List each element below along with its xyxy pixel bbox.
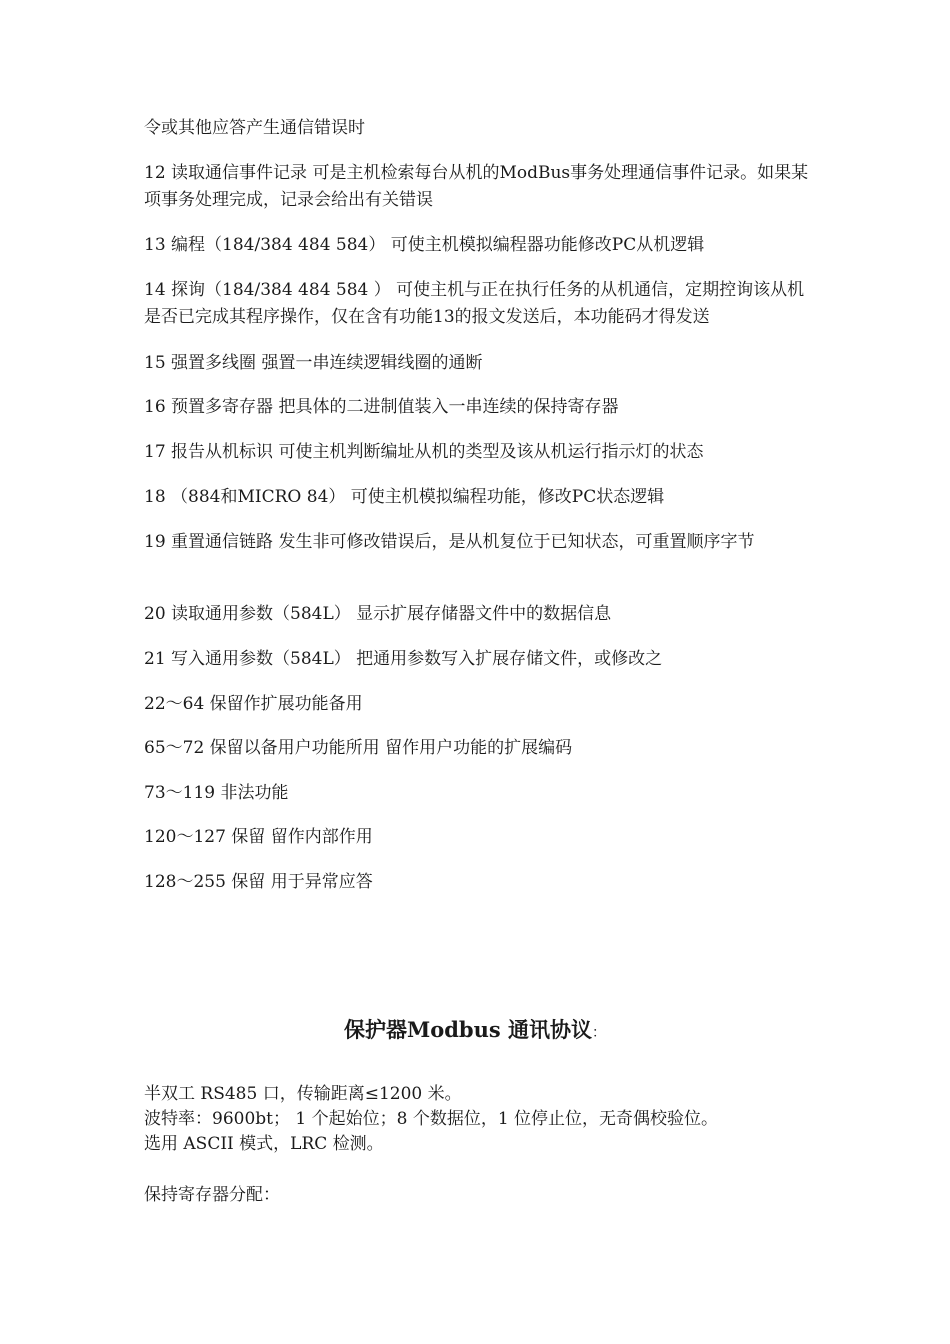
function-item-73-119: 73～119 非法功能 [144,783,289,803]
function-item-12: 12 读取通信事件记录 可是主机检索每台从机的ModBus事务处理通信事件记录。如果某项事务处理完成，记录会给出有关错误 [144,163,809,210]
function-item-128-255: 128～255 保留 用于异常应答 [144,872,373,892]
function-item-14: 14 探询（184/384 484 584 ） 可使主机与正在执行任务的从机通信，定期控询该从机是否已完成其程序操作，仅在含有功能13的报文发送后，本功能码才得发送 [144,280,805,327]
protocol-line-interface: 半双工 RS485 口，传输距离≤1200 米。 [144,1084,462,1104]
function-item-22-64: 22～64 保留作扩展功能备用 [144,694,363,714]
function-item-65-72: 65～72 保留以备用户功能所用 留作用户功能的扩展编码 [144,738,573,758]
function-item-13: 13 编程（184/384 484 584） 可使主机模拟编程器功能修改PC从机逻辑 [144,235,705,255]
heading-colon: ： [592,1025,607,1041]
function-item-18: 18 （884和MICRO 84） 可使主机模拟编程功能，修改PC状态逻辑 [144,487,665,507]
function-item-120-127: 120～127 保留 留作内部作用 [144,827,373,847]
function-item-17: 17 报告从机标识 可使主机判断编址从机的类型及该从机运行指示灯的状态 [144,442,704,462]
function-item-continuation: 令或其他应答产生通信错误时 [144,118,365,138]
section-heading [0,1013,950,1050]
heading-text: 保护器Modbus 通讯协议 [343,1017,593,1042]
section-label-registers: 保持寄存器分配： [144,1185,280,1205]
function-item-20: 20 读取通用参数（584L） 显示扩展存储器文件中的数据信息 [144,604,612,624]
function-item-16: 16 预置多寄存器 把具体的二进制值装入一串连续的保持寄存器 [144,397,619,417]
protocol-line-baud: 波特率：9600bt； 1 个起始位；8 个数据位，1 位停止位，无奇偶校验位。 [144,1109,719,1129]
function-item-15: 15 强置多线圈 强置一串连续逻辑线圈的通断 [144,353,483,373]
function-item-19: 19 重置通信链路 发生非可修改错误后，是从机复位于已知状态，可重置顺序字节 [144,532,755,552]
function-item-21: 21 写入通用参数（584L） 把通用参数写入扩展存储文件，或修改之 [144,649,663,669]
protocol-line-mode: 选用 ASCII 模式，LRC 检测。 [144,1134,384,1154]
